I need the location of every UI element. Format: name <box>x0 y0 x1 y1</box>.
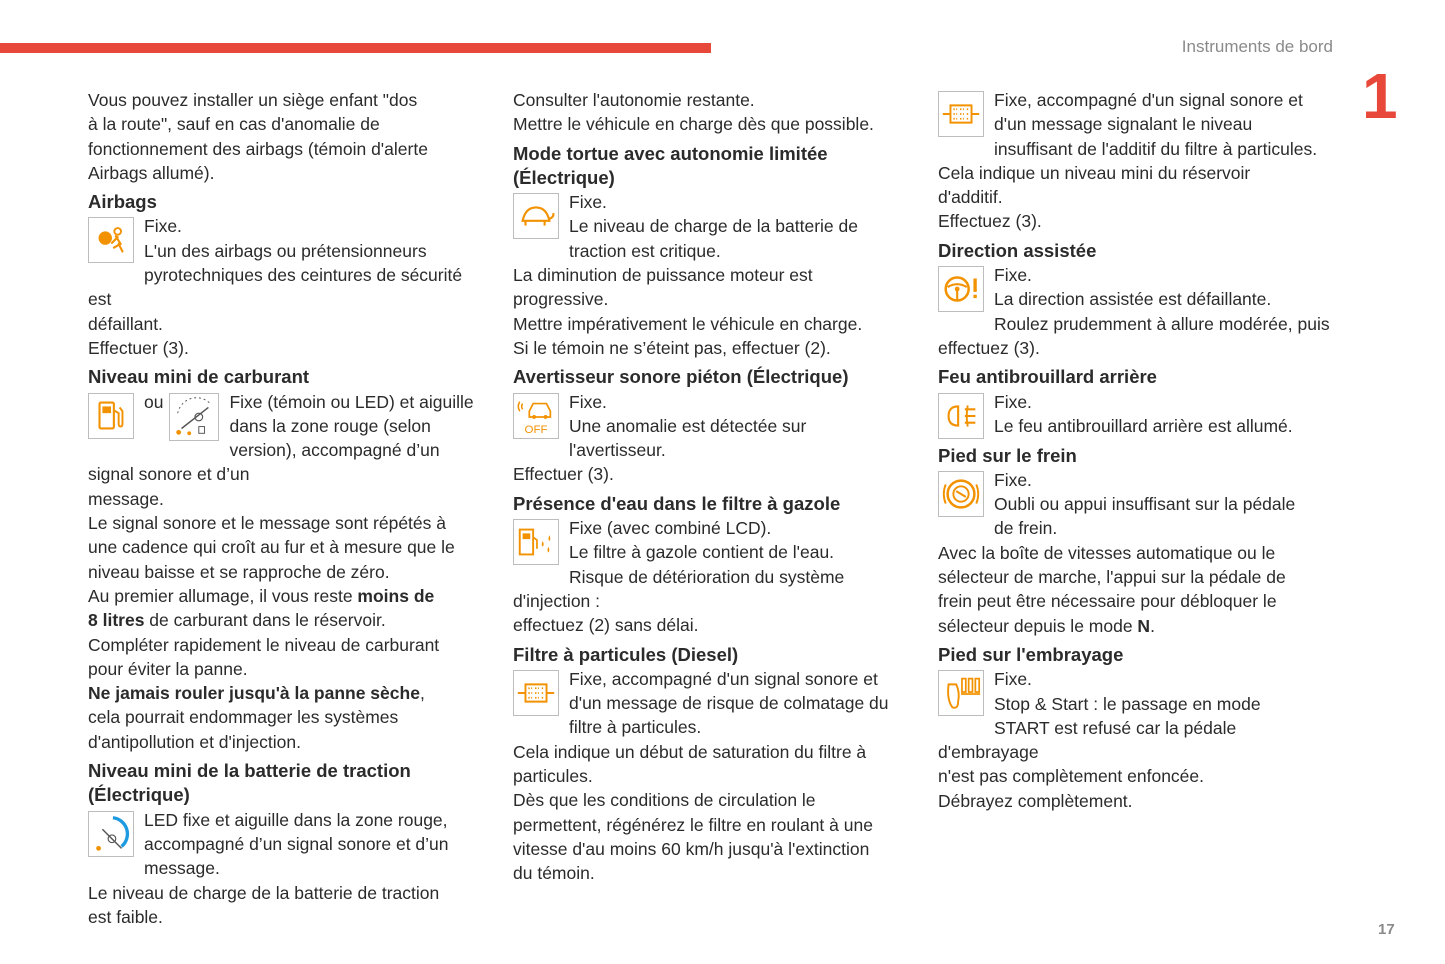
intro-text: Vous pouvez installer un siège enfant "dos à la route", sauf en cas d'anomalie de fonctionnement des airbags (témoin d'alerte Airbags allumé). <box>88 90 428 183</box>
particle-filter-icon <box>938 91 984 137</box>
steering-text: Fixe. La direction assistée est défaillante. Roulez prudemment à allure modérée, puis effectuez (3). <box>938 265 1330 358</box>
clutch-heading: Pied sur l'embrayage <box>938 643 1124 665</box>
airbags-text: Fixe. L'un des airbags ou prétensionneurs pyrotechniques des ceintures de sécurité est défaillant. Effectuer (3). <box>88 216 463 358</box>
turtle-icon <box>513 193 559 239</box>
chapter-number: 1 <box>1362 60 1398 132</box>
column-2 <box>513 88 913 886</box>
column-1 <box>88 88 488 929</box>
particle-filter-icon <box>513 670 559 716</box>
airbags-heading: Airbags <box>88 191 157 213</box>
header-accent-bar <box>0 43 711 53</box>
battery-heading: Niveau mini de la batterie de traction (Électrique) <box>88 760 411 806</box>
brake-heading: Pied sur le frein <box>938 444 1077 466</box>
fuel-heading: Niveau mini de carburant <box>88 366 310 388</box>
steering-heading: Direction assistée <box>938 239 1097 261</box>
turtle-text: Fixe. Le niveau de charge de la batterie de traction est critique. La diminution de puissance moteur est progressive. Mettre impérativement le véhicule en charge. Si le témoin ne s’éteint pas, effectuer (2). <box>513 192 863 358</box>
fuel-pump-icon <box>88 393 134 439</box>
dpf-text: Fixe, accompagné d'un signal sonore et d'un message de risque de colmatage du filtre à particules. Cela indique un début de saturation du filtre à particules. Dès que les conditions de circulation le permettent, régénérez le filtre en roulant à une vitesse d'au moins 60 km/h jusqu'à l'extinction du témoin. <box>513 668 889 884</box>
clutch-text: Fixe. Stop & Start : le passage en mode START est refusé car la pédale d'embrayage n'est pas complètement enfoncée. Débrayez complètement. <box>938 669 1261 811</box>
dpf-heading: Filtre à particules (Diesel) <box>513 643 739 665</box>
battery-gauge-icon <box>88 811 134 857</box>
rear-fog-lamp-icon <box>938 393 984 439</box>
dpf-additive-text: Fixe, accompagné d'un signal sonore et d'un message signalant le niveau insuffisant de l'additif du filtre à particules. Cela indique un niveau mini du réservoir d'additif. Effectuez (3). <box>938 90 1318 232</box>
foglamp-text: Fixe. Le feu antibrouillard arrière est allumé. <box>994 391 1293 436</box>
pedestrian-horn-off-icon <box>513 393 559 439</box>
steering-wheel-warning-icon <box>938 266 984 312</box>
svg-text:OFF: OFF <box>524 423 548 436</box>
fuel-text: Fixe (témoin ou LED) et aiguille dans la zone rouge (selon version), accompagné d’un signal sonore et d’un message. Le signal sonore et le message sont répétés à une cadence qui croît au fur et à mesure que le niveau baisse et se rapproche de zéro. Au premier allumage, il vous reste moins de 8 litres de carburant dans le réservoir. Compléter rapidement le niveau de carburant pour éviter la panne. Ne jamais rouler jusqu'à la panne sèche, cela pourrait endommager les systèmes d'antipollution et d'injection. <box>88 391 474 752</box>
page-number: 17 <box>1378 921 1395 938</box>
airbag-warning-icon <box>88 217 134 263</box>
pedestrian-heading: Avertisseur sonore piéton (Électrique) <box>513 366 849 388</box>
fuel-gauge-icon <box>169 393 219 441</box>
column-3 <box>938 88 1338 813</box>
pedestrian-text: Fixe. Une anomalie est détectée sur l'avertisseur. Effectuer (3). <box>513 391 807 485</box>
battery-text: LED fixe et aiguille dans la zone rouge, accompagné d’un signal sonore et d’un message. Le niveau de charge de la batterie de traction est faible. <box>88 809 449 927</box>
foot-on-brake-icon <box>938 471 984 517</box>
turtle-heading: Mode tortue avec autonomie limitée (Électrique) <box>513 142 828 188</box>
fuel-or-label: ou <box>144 391 164 412</box>
water-heading: Présence d'eau dans le filtre à gazole <box>513 492 841 514</box>
section-title: Instruments de bord <box>1181 37 1333 56</box>
foglamp-heading: Feu antibrouillard arrière <box>938 366 1157 388</box>
water-in-diesel-icon <box>513 519 559 565</box>
water-text: Fixe (avec combiné LCD). Le filtre à gazole contient de l'eau. Risque de détérioration du système d'injection : effectuez (2) sans délai. <box>513 518 845 636</box>
brake-text: Fixe. Oubli ou appui insuffisant sur la pédale de frein. Avec la boîte de vitesses automatique ou le sélecteur de marche, l'appui sur la pédale de frein peut être nécessaire pour débloquer le sélecteur depuis le mode N. <box>938 469 1296 636</box>
foot-on-clutch-icon <box>938 670 984 716</box>
intro-text: Consulter l'autonomie restante. Mettre le véhicule en charge dès que possible. <box>513 90 874 135</box>
